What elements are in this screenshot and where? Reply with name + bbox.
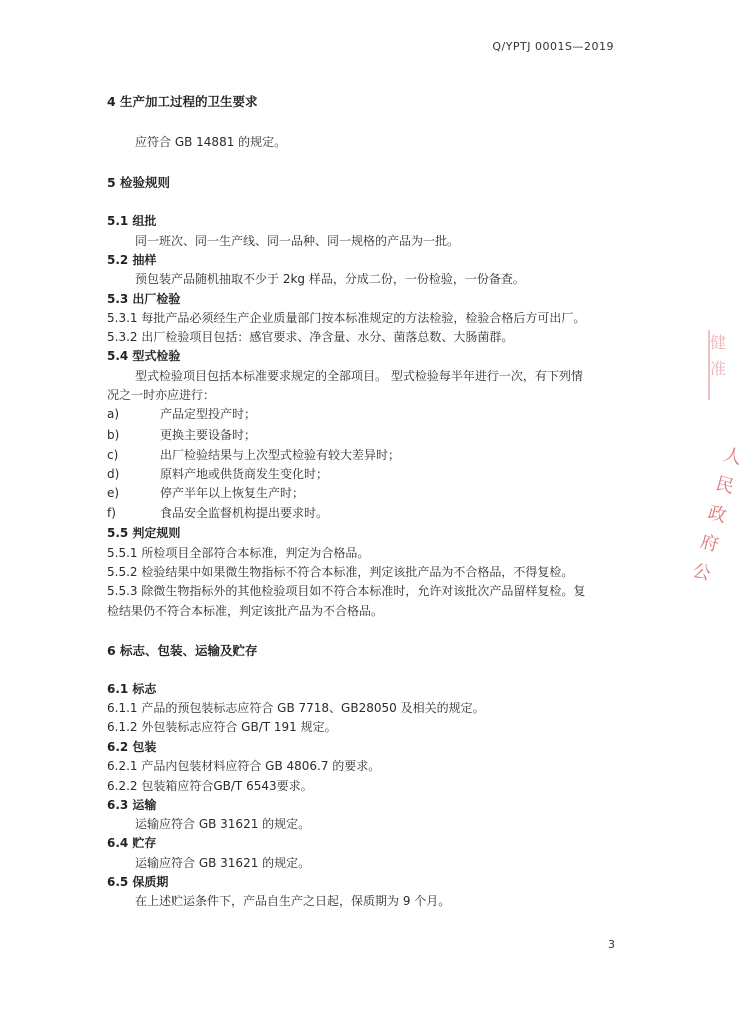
standard-code: Q/YPTJ 0001S—2019: [492, 40, 614, 53]
section-6-5-text: 在上述贮运条件下，产品自生产之日起，保质期为 9 个月。: [135, 894, 451, 908]
list-item-mark: a): [107, 407, 120, 421]
list-item-text: 出厂检验结果与上次型式检验有较大差异时；: [160, 448, 401, 462]
section-6-1-2: 6.1.2 外包装标志应符合 GB/T 191 规定。: [107, 720, 337, 734]
seal-text-bottom: 人民政府公: [690, 444, 745, 585]
section-5-1-heading: 5.1 组批: [107, 214, 157, 228]
list-item-text: 产品定型投产时；: [160, 407, 257, 421]
section-6-2-1: 6.2.1 产品内包装材料应符合 GB 4806.7 的要求。: [107, 759, 381, 773]
official-seal-fragment: [690, 330, 745, 670]
section-6-5-heading: 6.5 保质期: [107, 875, 169, 889]
section-5-4-text-2: 况之一时亦应进行：: [107, 388, 216, 402]
list-item-mark: e): [107, 486, 120, 500]
section-5-5-1: 5.5.1 所检项目全部符合本标准，判定为合格品。: [107, 546, 370, 560]
section-5-heading: 5 检验规则: [107, 175, 171, 190]
section-5-3-1: 5.3.1 每批产品必须经生产企业质量部门按本标准规定的方法检验，检验合格后方可出厂。: [107, 311, 586, 325]
section-5-3-heading: 5.3 出厂检验: [107, 292, 181, 306]
list-item-text: 原料产地或供货商发生变化时；: [160, 467, 329, 481]
page-number: 3: [608, 938, 615, 951]
section-6-2-heading: 6.2 包装: [107, 740, 157, 754]
section-5-2-heading: 5.2 抽样: [107, 253, 157, 267]
section-6-heading: 6 标志、包装、运输及贮存: [107, 643, 258, 658]
section-5-5-3-line-2: 检结果仍不符合本标准，判定该批产品为不合格品。: [107, 604, 384, 618]
section-5-4-heading: 5.4 型式检验: [107, 349, 181, 363]
list-item-mark: d): [107, 467, 120, 481]
list-item-mark: f): [107, 506, 116, 520]
section-6-4-text: 运输应符合 GB 31621 的规定。: [135, 856, 311, 870]
section-5-2-text: 预包装产品随机抽取不少于 2kg 样品，分成二份，一份检验，一份备查。: [135, 272, 525, 286]
list-item-text: 停产半年以上恢复生产时；: [160, 486, 305, 500]
section-6-3-text: 运输应符合 GB 31621 的规定。: [135, 817, 311, 831]
section-6-1-heading: 6.1 标志: [107, 682, 157, 696]
section-5-4-text-1: 型式检验项目包括本标准要求规定的全部项目。 型式检验每半年进行一次，有下列情: [135, 369, 583, 383]
section-4-text: 应符合 GB 14881 的规定。: [135, 135, 287, 149]
list-item-text: 更换主要设备时；: [160, 428, 257, 442]
section-6-1-1: 6.1.1 产品的预包装标志应符合 GB 7718、GB28050 及相关的规定。: [107, 701, 485, 715]
section-5-1-text: 同一班次、同一生产线、同一品种、同一规格的产品为一批。: [135, 234, 460, 248]
section-5-5-3-line-1: 5.5.3 除微生物指标外的其他检验项目如不符合本标准时，允许对该批次产品留样复检。复: [107, 584, 586, 598]
section-6-3-heading: 6.3 运输: [107, 798, 157, 812]
list-item-mark: c): [107, 448, 119, 462]
section-5-5-heading: 5.5 判定规则: [107, 526, 181, 540]
section-5-3-2: 5.3.2 出厂检验项目包括：感官要求、净含量、水分、菌落总数、大肠菌群。: [107, 330, 514, 344]
section-5-5-2: 5.5.2 检验结果中如果微生物指标不符合本标准，判定该批产品为不合格品，不得复检。: [107, 565, 574, 579]
section-6-4-heading: 6.4 贮存: [107, 836, 157, 850]
list-item-mark: b): [107, 428, 120, 442]
list-item-text: 食品安全监督机构提出要求时。: [160, 506, 329, 520]
seal-text-top: 健准: [710, 333, 727, 378]
section-6-2-2: 6.2.2 包装箱应符合GB/T 6543要求。: [107, 779, 313, 793]
section-4-heading: 4 生产加工过程的卫生要求: [107, 94, 258, 109]
